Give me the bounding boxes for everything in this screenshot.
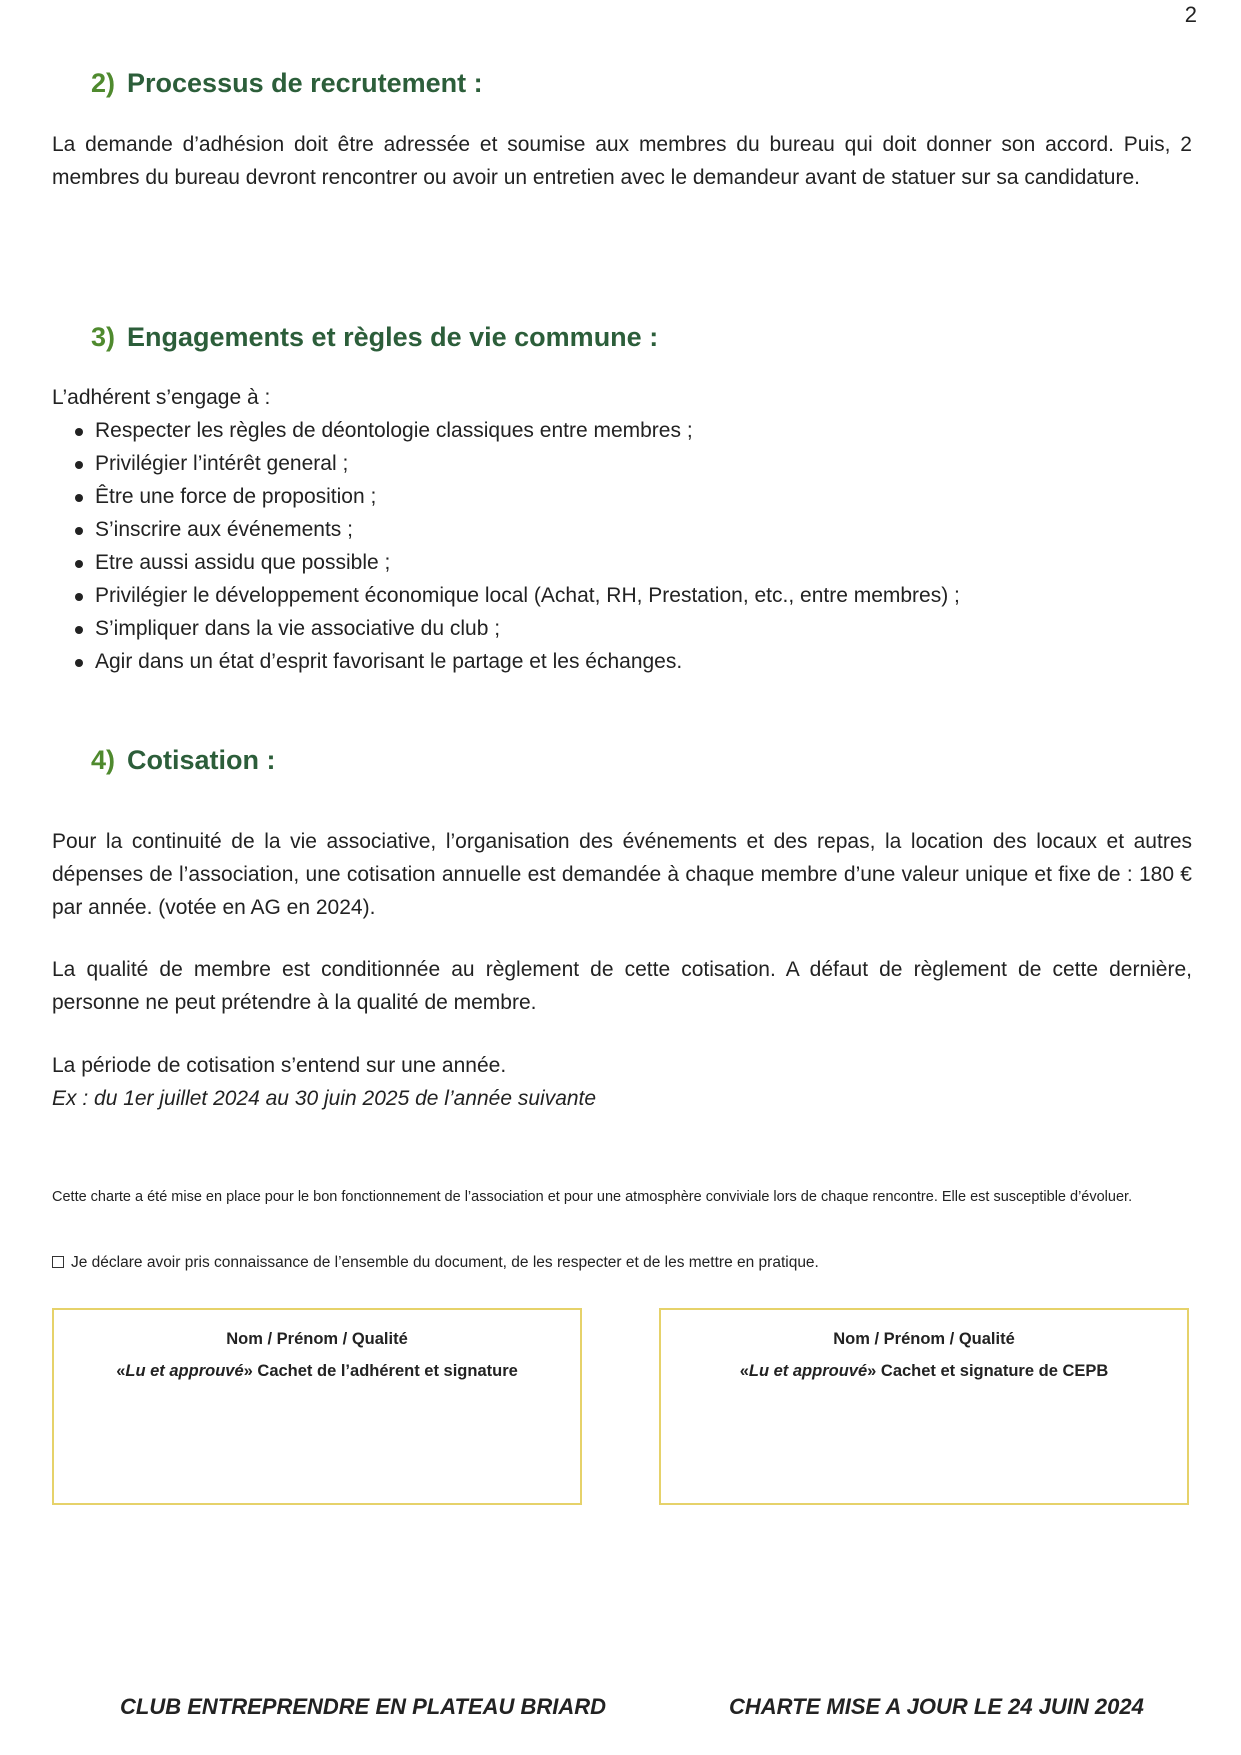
section-heading-cotisation: [91, 745, 276, 776]
section-number: 2): [91, 68, 116, 98]
engagements-intro: L’adhérent s’engage à :: [52, 386, 271, 409]
section-title: Engagements et règles de vie commune :: [127, 322, 659, 352]
signature-box-title: Nom / Prénom / Qualité: [226, 1330, 408, 1348]
recrutement-paragraph: La demande d’adhésion doit être adressée et soumise aux membres du bureau qui doit donner son accord. Puis, 2 membres du bureau devront rencontrer ou avoir un entretien avec le demandeur avant de statuer sur sa candidature.: [52, 133, 1192, 189]
section-number: 3): [91, 322, 116, 352]
list-item: Être une force de proposition ;: [52, 480, 960, 513]
footer-update-date: CHARTE MISE A JOUR LE 24 JUIN 2024: [729, 1694, 1144, 1719]
section-title: Processus de recrutement :: [127, 68, 483, 98]
footer-club-name: CLUB ENTREPRENDRE EN PLATEAU BRIARD: [120, 1694, 607, 1719]
charter-note: Cette charte a été mise en place pour le bon fonctionnement de l’association et pour une atmosphère conviviale lors de chaque rencontre. Elle est susceptible d’évoluer.: [52, 1189, 1133, 1205]
section-heading-recrutement: [91, 68, 483, 99]
bullet-icon: [75, 626, 83, 634]
bullet-icon: [75, 494, 83, 502]
signature-box-caption: Cachet et signature de CEPB: [880, 1362, 1109, 1380]
section-title: Cotisation :: [127, 745, 276, 775]
list-item: S’impliquer dans la vie associative du club ;: [52, 612, 960, 645]
cotisation-example: Ex : du 1er juillet 2024 au 30 juin 2025 de l’année suivante: [52, 1087, 597, 1110]
bullet-icon: [75, 428, 83, 436]
declaration-line: [52, 1254, 819, 1272]
approved-label: Lu et approuvé: [748, 1362, 868, 1380]
list-item: Agir dans un état d’esprit favorisant le partage et les échanges.: [52, 645, 960, 678]
section-number: 4): [91, 745, 116, 775]
list-item: Privilégier le développement économique local (Achat, RH, Prestation, etc., entre membres) ;: [52, 579, 960, 612]
cotisation-paragraph-1: Pour la continuité de la vie associative, l’organisation des événements et des repas, la location des locaux et autres dépenses de l’association, une cotisation annuelle est demandée à chaque membre d’une valeur unique et fixe de : 180 € par année. (votée en AG en 2024).: [52, 830, 1192, 919]
signature-box-title: Nom / Prénom / Qualité: [833, 1330, 1015, 1348]
list-item: Etre aussi assidu que possible ;: [52, 546, 960, 579]
bullet-icon: [75, 527, 83, 535]
bullet-icon: [75, 560, 83, 568]
signature-box-caption: Cachet de l’adhérent et signature: [257, 1362, 518, 1380]
signature-box-caption-line: «Lu et approuvé» Cachet et signature de CEPB: [739, 1362, 1109, 1380]
cotisation-paragraph-2: La qualité de membre est conditionnée au règlement de cette cotisation. A défaut de règlement de cette dernière, personne ne peut prétendre à la qualité de membre.: [52, 958, 1192, 1014]
bullet-icon: [75, 593, 83, 601]
signature-box-adherent[interactable]: [52, 1308, 582, 1505]
list-item: S’inscrire aux événements ;: [52, 513, 960, 546]
list-item: Privilégier l’intérêt general ;: [52, 447, 960, 480]
approved-label: Lu et approuvé: [125, 1362, 244, 1380]
list-item: Respecter les règles de déontologie classiques entre membres ;: [52, 414, 960, 447]
cotisation-period: La période de cotisation s’entend sur une année.: [52, 1054, 507, 1077]
engagements-list: [52, 414, 960, 678]
signature-box-caption-line: «Lu et approuvé» Cachet de l’adhérent et signature: [116, 1362, 518, 1380]
signature-box-cepb[interactable]: [659, 1308, 1189, 1505]
section-heading-engagements: [91, 322, 658, 353]
bullet-icon: [75, 659, 83, 667]
page-number: 2: [1184, 2, 1197, 27]
declaration-text: Je déclare avoir pris connaissance de l’ensemble du document, de les respecter et de les mettre en pratique.: [71, 1254, 819, 1271]
declaration-checkbox[interactable]: [52, 1256, 64, 1268]
bullet-icon: [75, 461, 83, 469]
